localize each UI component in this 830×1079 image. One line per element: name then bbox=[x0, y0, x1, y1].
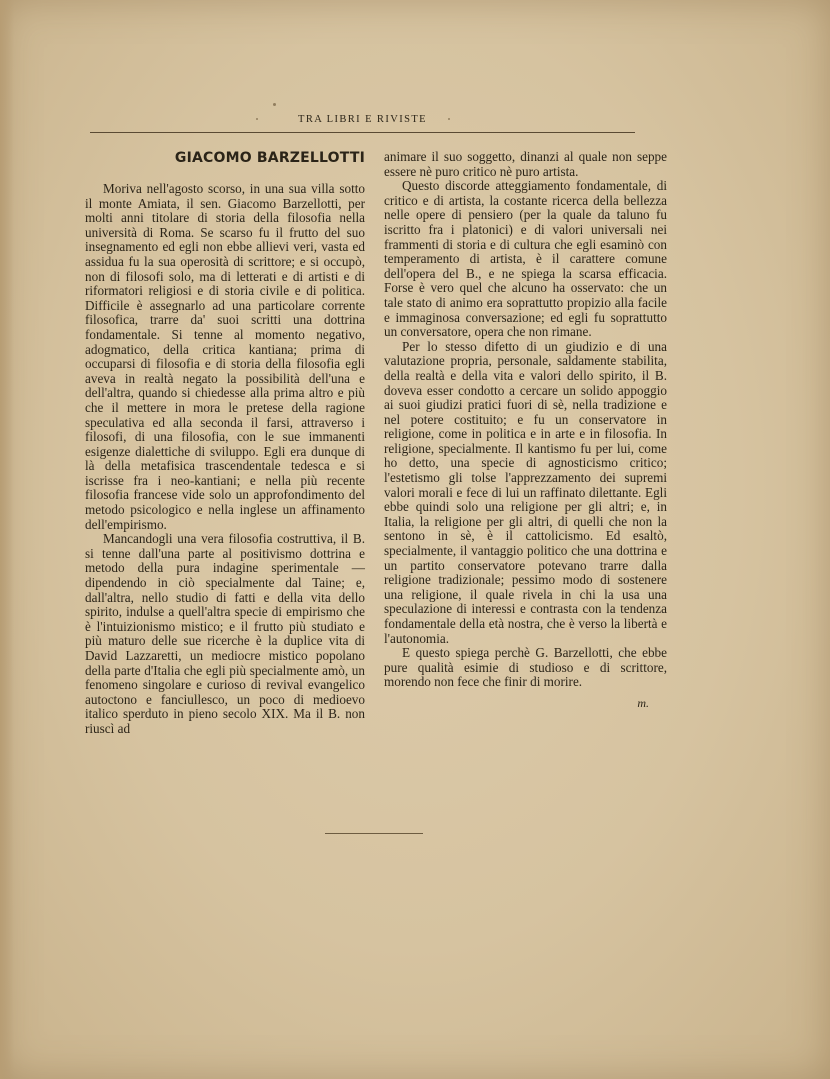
running-head: TRA LIBRI E RIVISTE bbox=[298, 114, 427, 125]
paragraph: Questo discorde atteggiamento fondamentale, di critico e di artista, la costante ricerca della bellezza nelle opere di pensiero (per la quale da taluno fu iscritto fra i platonici) e di valori universali nei frammenti di storia e di cultura che egli esaminò con temperamento di artista, è il carattere comune dell'opera del B., e ne spiega la scarsa efficacia. Forse è vero quel che alcuno ha osservato: che un tale stato di animo era soprattutto propizio alla facile e immaginosa conversazione; ed egli fu soprattutto un conversatore, opera che non rimane. bbox=[384, 178, 667, 340]
paragraph: Mancandogli una vera filosofia costruttiva, il B. si tenne dall'una parte al positivismo dottrina e metodo della pura indagine sperimentale — dipendendo in ciò specialmente dal Taine; e, dall'altra, nello studio di fatti e della vita dello spirito, indulse a quell'altra specie di empirismo che è l'intuizionismo mistico; e il frutto più studiato e più maturo delle sue ricerche è la duplice vita di David Lazzaretti, un mediocre mistico popolano della parte d'Italia che egli più specialmente amò, un fenomeno singolare e curioso di revival evangelico autoctono e fanciullesco, un poco di medioevo italico sperduto in pieno secolo XIX. Ma il B. non riuscì ad bbox=[85, 531, 365, 736]
paragraph: E questo spiega perchè G. Barzellotti, che ebbe pure qualità esimie di studioso e di scrittore, morendo non fece che finir di morire. bbox=[384, 645, 667, 690]
page-edge-shadow bbox=[0, 0, 14, 1079]
paragraph-continuation: animare il suo soggetto, dinanzi al quale non seppe essere nè puro critico nè puro artista. bbox=[384, 149, 667, 179]
ink-speck bbox=[448, 118, 450, 120]
left-column bbox=[85, 150, 365, 737]
ink-speck bbox=[256, 118, 258, 120]
paragraph: Moriva nell'agosto scorso, in una sua villa sotto il monte Amiata, il sen. Giacomo Barzellotti, per molti anni titolare di storia della filosofia nella università di Roma. Se scarso fu il frutto del suo insegnamento ed egli non ebbe allievi veri, vasta ed assidua fu la sua operosità di scrittore; e si occupò, non di filosofi solo, ma di letterati e di artisti e di riformatori religiosi e di storia civile e di politica. Difficile è assegnarlo ad una particolare corrente filosofica, trarre da' suoi scritti una dottrina fondamentale. Si tenne al momento negativo, adogmatico, della critica kantiana; prima di occuparsi di filosofia e di storia della filosofia egli aveva in realtà negato la possibilità dell'una e dell'altra, quando si chiedesse alla prima altro e più che il mettere in mora le pretese della ragione speculativa ed alla seconda il farsi, attraverso i filosofi, di una filosofia, con le sue immanenti esigenze dialettiche di sviluppo. Egli era dunque di là della metafisica trascendentale tedesca e si iscrisse fra i neo-kantiani; e nella più recente filosofia francese vide solo un approfondimento del metodo psicologico e nella inglese un affinamento dell'empirismo. bbox=[85, 181, 365, 532]
paragraph: Per lo stesso difetto di un giudizio e di una valutazione propria, personale, saldamente stabilita, della realtà e della vita e valori dello spirito, il B. doveva esser condotto a cercare un solido appoggio ai suoi giudizi pratici fuori di sè, nella tradizione e nel potere costituito; e fu un conservatore in religione, come in politica e in arte e in filosofia. In religione, specialmente. Il kantismo fu per lui, come ho detto, una specie di agnosticismo critico; l'estetismo gli tolse l'apprezzamento dei supremi valori morali e fece di lui un raffinato dilettante. Egli ebbe quindi solo una religione per gli altri; e, in Italia, la religione per gli altri, di quelli che non la sentono in sè, è il cattolicismo. Ed esaltò, specialmente, il vantaggio politico che una dottrina e un partito conservatore potevano trarre dalla religione tradizionale; pessimo modo di sostenere una religione, il quale rivela in chi la usa una speculazione di interessi e contrasta con la tendenza fondamentale della età nostra, che è verso la libertà e l'autonomia. bbox=[384, 338, 667, 646]
author-signature: m. bbox=[637, 695, 649, 710]
right-column bbox=[384, 150, 667, 711]
article-title: GIACOMO BARZELLOTTI bbox=[174, 150, 365, 166]
ink-speck bbox=[273, 103, 276, 106]
end-divider bbox=[325, 833, 423, 834]
page-header bbox=[90, 112, 635, 133]
